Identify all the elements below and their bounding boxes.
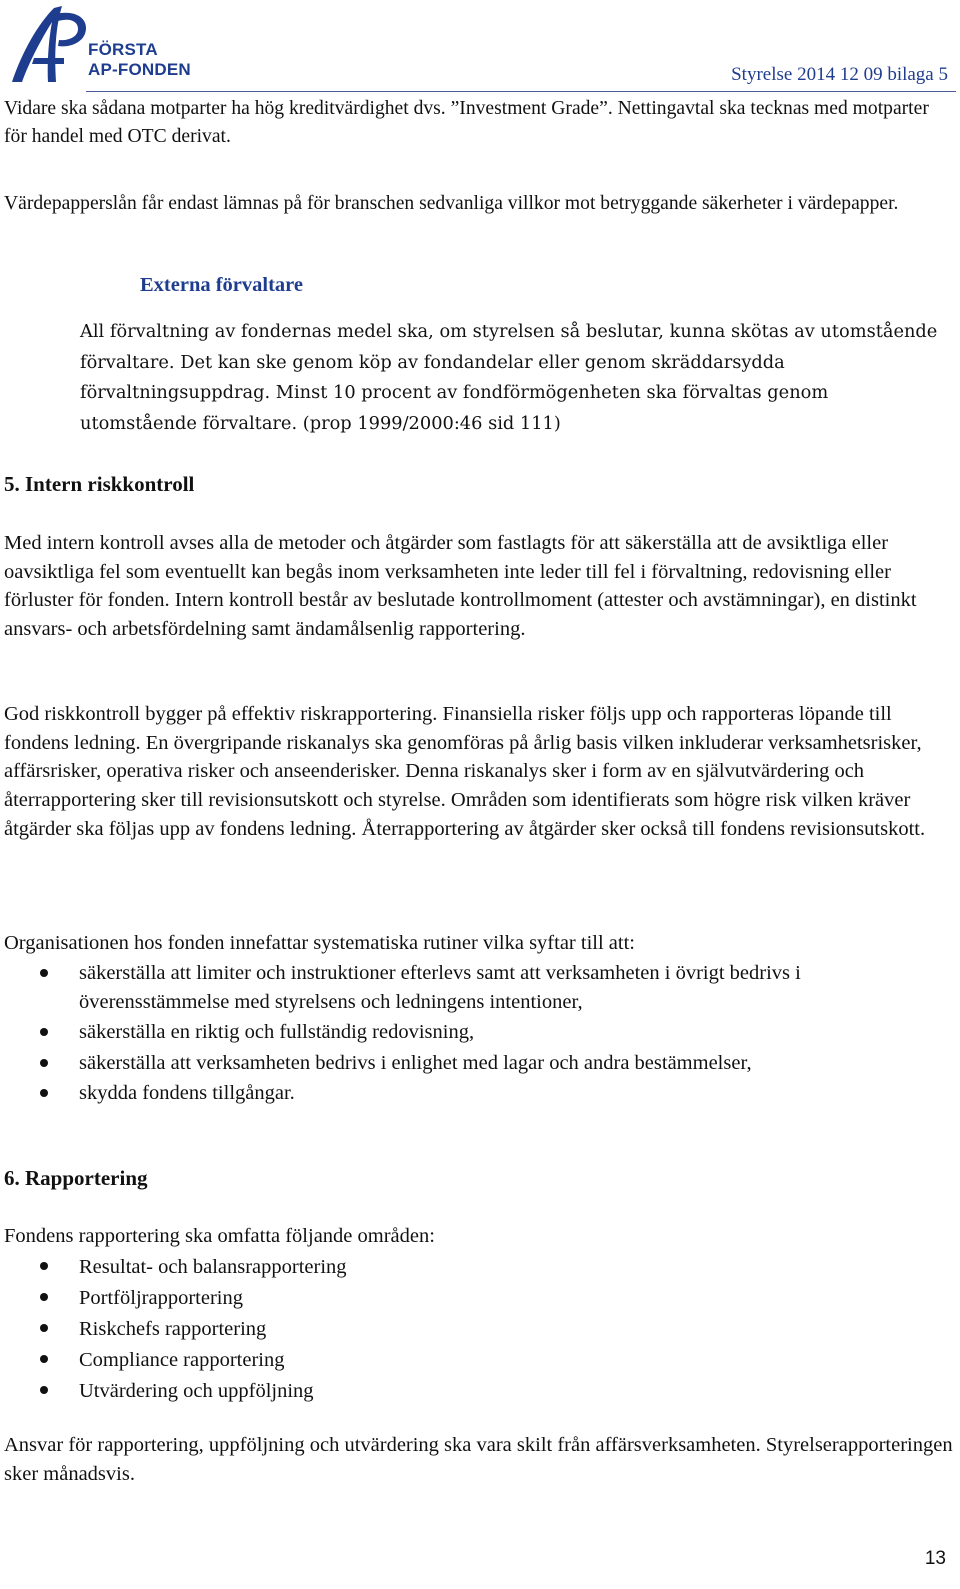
section-6-bullet-list — [4, 1252, 954, 1407]
bullet-icon — [40, 1262, 48, 1270]
list-item: skydda fondens tillgångar. — [4, 1079, 954, 1108]
list-item: Utvärdering och uppföljning — [4, 1376, 954, 1407]
section-6-paragraph-2: Ansvar för rapportering, uppföljning och utvärdering ska vara skilt från affärsverksamheten. Styrelserapporteringen sker månadsvis. — [4, 1434, 953, 1485]
intro-paragraph-1: Vidare ska sådana motparter ha hög kreditvärdighet dvs. ”Investment Grade”. Nettingavtal ska tecknas med motparter för handel med OTC derivat. — [4, 98, 929, 147]
section-5-paragraph-2: God riskkontroll bygger på effektiv riskrapportering. Finansiella risker följs upp och rapporteras löpande till fondens ledning. En övergripande riskanalys ska genomföras på årlig basis vilken inkluderar verksamhetsrisker, affärsrisker, operativa risker och anseenderisker. Denna riskanalys sker i form av en självutvärdering och återrapportering sker till revisionsutskott och styrelse. Områden som identifierats som högre risk vilken kräver åtgärder ska följas upp av fondens ledning. Återrapportering av åtgärder sker också till fondens revisionsutskott. — [4, 703, 926, 840]
list-item: Compliance rapportering — [4, 1345, 954, 1376]
list-item: Riskchefs rapportering — [4, 1314, 954, 1345]
bullet-icon — [40, 1028, 48, 1036]
logo-line-1: FÖRSTA — [88, 40, 158, 59]
section-6-paragraph-1: Fondens rapportering ska omfatta följande områden: — [4, 1225, 435, 1247]
bullet-icon — [40, 1355, 48, 1363]
bullet-icon — [40, 1059, 48, 1067]
logo-line-2: AP-FONDEN — [88, 60, 191, 79]
bullet-icon — [40, 1324, 48, 1332]
page-number: 13 — [924, 1548, 946, 1569]
section-6-heading: 6. Rapportering — [4, 1166, 148, 1190]
bullet-icon — [40, 1386, 48, 1394]
external-managers-text: All förvaltning av fondernas medel ska, om styrelsen så beslutar, kunna skötas av utomstående förvaltare. Det kan ske genom köp av fondandelar eller genom skräddarsydda förvaltningsuppdrag. Minst 10 procent av fondförmögenheten ska förvaltas genom utomstående förvaltare. (prop 1999/2000:46 sid 111) — [80, 321, 938, 434]
list-item: Portföljrapportering — [4, 1283, 954, 1314]
list-item: säkerställa en riktig och fullständig redovisning, — [4, 1018, 954, 1047]
document-reference: Styrelse 2014 12 09 bilaga 5 — [731, 64, 948, 85]
section-5-heading: 5. Intern riskkontroll — [4, 472, 195, 496]
intro-paragraph-2: Värdepapperslån får endast lämnas på för branschen sedvanliga villkor mot betryggande säkerheter i värdepapper. — [4, 193, 899, 214]
external-managers-heading: Externa förvaltare — [140, 274, 303, 296]
logo-text — [88, 40, 191, 80]
bullet-icon — [40, 1089, 48, 1097]
section-5-paragraph-3: Organisationen hos fonden innefattar systematiska rutiner vilka syftar till att: — [4, 932, 635, 954]
section-5-paragraph-1: Med intern kontroll avses alla de metoder och åtgärder som fastlagts för att säkerställa att de avsiktliga eller oavsiktliga fel som eventuellt kan begås inom verksamheten inte leder till fel i förvaltning, redovisning eller förluster för fonden. Intern kontroll består av beslutade kontrollmoment (attester och avstämningar), en distinkt ansvars- och arbetsfördelning samt ändamålsenlig rapportering. — [4, 532, 917, 641]
bullet-icon — [40, 1293, 48, 1301]
header-divider — [86, 91, 956, 92]
section-5-bullet-list — [4, 959, 954, 1108]
list-item: Resultat- och balansrapportering — [4, 1252, 954, 1283]
bullet-icon — [40, 969, 48, 977]
list-item: säkerställa att limiter och instruktioner efterlevs samt att verksamheten i övrigt bedrivs i överensstämmelse med styrelsens och ledningens intentioner, — [4, 959, 954, 1016]
page-header — [0, 0, 960, 95]
list-item: säkerställa att verksamheten bedrivs i enlighet med lagar och andra bestämmelser, — [4, 1049, 954, 1078]
